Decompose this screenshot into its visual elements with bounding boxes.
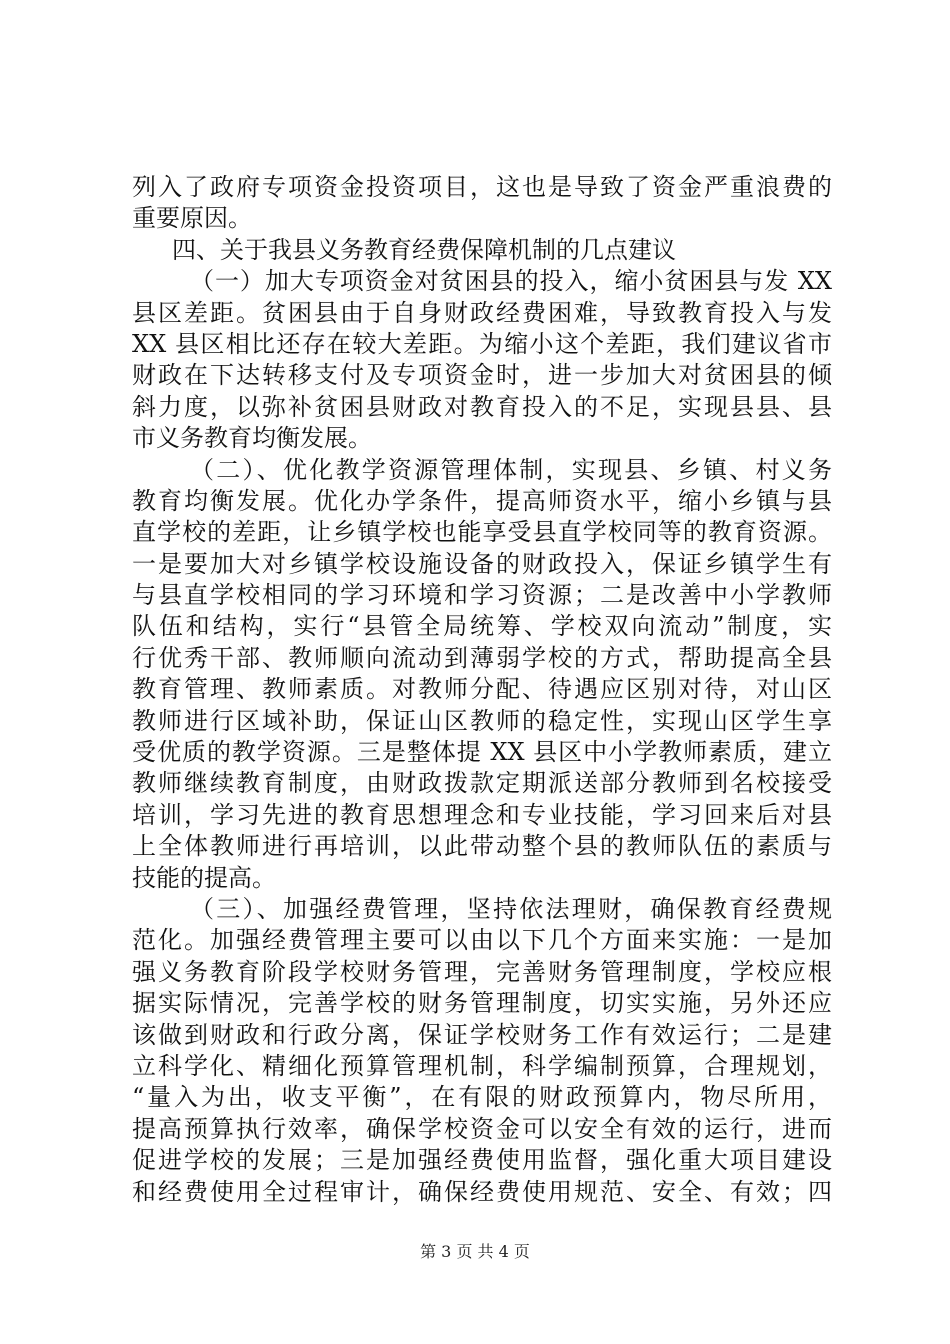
text-line: 市义务教育均衡发展。 bbox=[132, 424, 372, 453]
text-line: 一是要加大对乡镇学校设施设备的财政投入，保证乡镇学生有 bbox=[132, 549, 832, 578]
text-line: 重要原因。 bbox=[132, 204, 252, 233]
text-line: 受优质的教学资源。三是整体提 XX 县区中小学教师素质，建立 bbox=[132, 738, 832, 767]
text-line: 强义务教育阶段学校财务管理，完善财务管理制度，学校应根 bbox=[132, 957, 832, 986]
text-line: 据实际情况，完善学校的财务管理制度，切实实施，另外还应 bbox=[132, 989, 832, 1018]
text-line: （三）、加强经费管理，坚持依法理财，确保教育经费规 bbox=[190, 894, 832, 923]
text-line: 教师继续教育制度，由财政拨款定期派送部分教师到名校接受 bbox=[132, 769, 832, 798]
text-line: 促进学校的发展；三是加强经费使用监督，强化重大项目建设 bbox=[132, 1146, 832, 1175]
text-line: 行优秀干部、教师顺向流动到薄弱学校的方式，帮助提高全县 bbox=[132, 643, 832, 672]
text-line: XX 县区相比还存在较大差距。为缩小这个差距，我们建议省市 bbox=[132, 329, 832, 358]
text-line: 教育均衡发展。优化办学条件，提高师资水平，缩小乡镇与县 bbox=[132, 486, 832, 515]
text-line: 教师进行区域补助，保证山区教师的稳定性，实现山区学生享 bbox=[132, 706, 832, 735]
page-number-footer: 第 3 页 共 4 页 bbox=[420, 1242, 530, 1261]
text-line: 培训，学习先进的教育思想理念和专业技能，学习回来后对县 bbox=[132, 800, 832, 829]
text-line: 与县直学校相同的学习环境和学习资源；二是改善中小学教师 bbox=[132, 581, 832, 610]
text-line: 技能的提高。 bbox=[132, 863, 276, 892]
text-line: “量入为出，收支平衡”，在有限的财政预算内，物尽所用， bbox=[132, 1083, 832, 1112]
text-line: 教育管理、教师素质。对教师分配、待遇应区别对待，对山区 bbox=[132, 675, 832, 704]
text-line: 四、关于我县义务教育经费保障机制的几点建议 bbox=[172, 235, 676, 264]
text-line: 范化。加强经费管理主要可以由以下几个方面来实施：一是加 bbox=[132, 926, 832, 955]
text-line: 和经费使用全过程审计，确保经费使用规范、安全、有效；四 bbox=[132, 1177, 832, 1206]
text-line: 提高预算执行效率，确保学校资金可以安全有效的运行，进而 bbox=[132, 1114, 832, 1143]
text-line: （二）、优化教学资源管理体制，实现县、乡镇、村义务 bbox=[190, 455, 832, 484]
text-line: 队伍和结构，实行“县管全局统筹、学校双向流动”制度，实 bbox=[132, 612, 832, 641]
text-line: 斜力度，以弥补贫困县财政对教育投入的不足，实现县县、县 bbox=[132, 392, 832, 421]
text-line: 立科学化、精细化预算管理机制，科学编制预算，合理规划， bbox=[132, 1051, 832, 1080]
text-line: 列入了政府专项资金投资项目，这也是导致了资金严重浪费的 bbox=[132, 173, 832, 201]
text-line: （一）加大专项资金对贫困县的投入，缩小贫困县与发 XX bbox=[190, 267, 832, 296]
text-line: 财政在下达转移支付及专项资金时，进一步加大对贫困县的倾 bbox=[132, 361, 832, 390]
text-line: 直学校的差距，让乡镇学校也能享受县直学校同等的教育资源。 bbox=[132, 518, 832, 547]
document-body bbox=[132, 172, 832, 1208]
text-line: 上全体教师进行再培训，以此带动整个县的教师队伍的素质与 bbox=[132, 832, 832, 861]
text-line: 该做到财政和行政分离，保证学校财务工作有效运行；二是建 bbox=[132, 1020, 832, 1049]
text-line: 县区差距。贫困县由于自身财政经费困难，导致教育投入与发 bbox=[132, 298, 832, 327]
